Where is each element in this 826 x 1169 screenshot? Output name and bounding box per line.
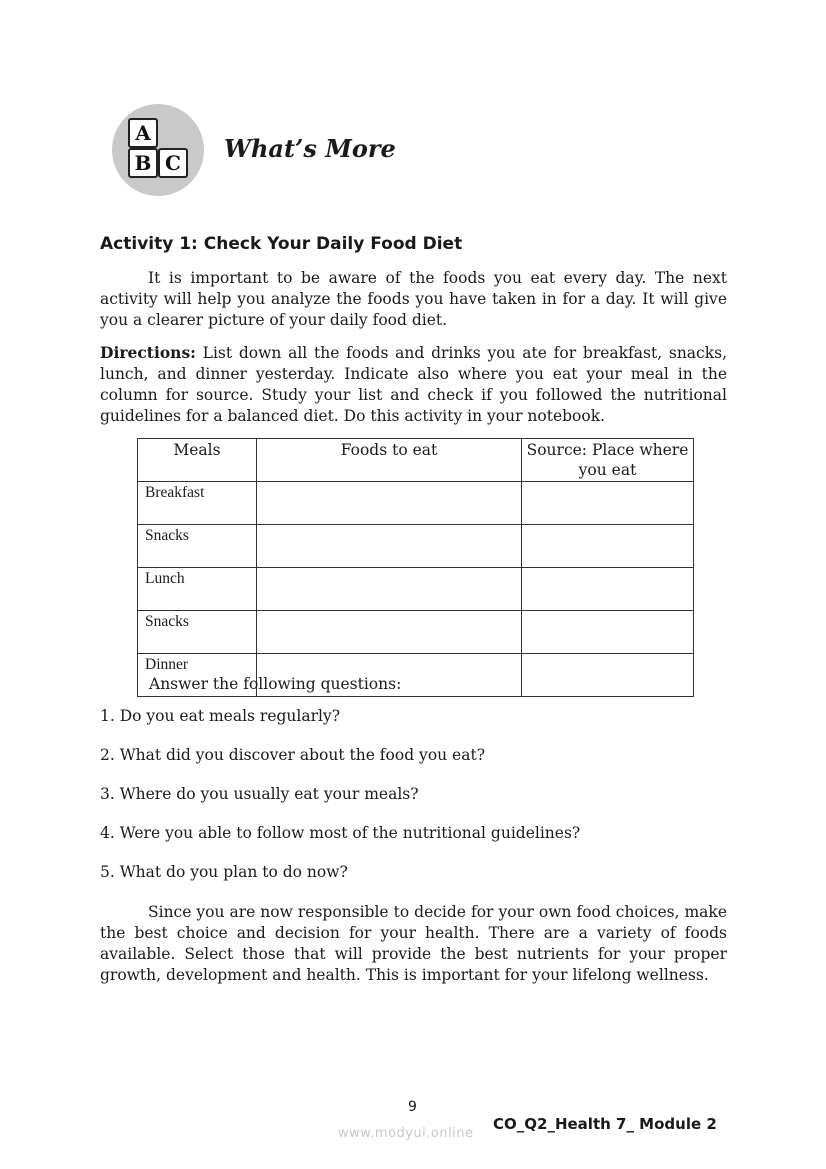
meal-cell: Breakfast [138, 482, 257, 525]
question-item: 1. Do you eat meals regularly? [100, 707, 341, 725]
food-diet-table [137, 438, 694, 697]
meal-cell: Snacks [138, 611, 257, 654]
block-b-icon: B [128, 148, 158, 178]
meal-cell: Snacks [138, 525, 257, 568]
foods-cell [257, 611, 522, 654]
block-a-icon: A [128, 118, 158, 148]
closing-paragraph: Since you are now responsible to decide for your own food choices, make the best choice and decision for your health. There are a variety of foods available. Select those that will provide the best nutrients for your proper growth, development and health. This is important for your lifelong wellness. [100, 903, 727, 984]
section-title: What’s More [224, 134, 396, 163]
table-header-row [138, 439, 694, 482]
header-source: Source: Place where you eat [522, 439, 694, 482]
source-cell [522, 568, 694, 611]
directions-text: List down all the foods and drinks you ate for breakfast, snacks, lunch, and dinner yesterday. Indicate also where you eat your meal in the column for source. Study your list and check if you followed the nutritional guidelines for a balanced diet. Do this activity in your notebook. [100, 344, 728, 425]
table-row [138, 482, 694, 525]
intro-paragraph: It is important to be aware of the foods you eat every day. The next activity will help you analyze the foods you have taken in for a day. It will give you a clearer picture of your daily food diet. [100, 269, 727, 329]
header-meals: Meals [138, 439, 257, 482]
directions-paragraph [100, 342, 727, 427]
question-item: 4. Were you able to follow most of the nutritional guidelines? [100, 824, 581, 842]
watermark: www.modyul.online [338, 1126, 474, 1141]
block-c-icon: C [158, 148, 188, 178]
header-foods: Foods to eat [257, 439, 522, 482]
table-row [138, 525, 694, 568]
directions-label: Directions: [100, 343, 196, 362]
foods-cell [257, 568, 522, 611]
source-cell [522, 654, 694, 697]
source-cell [522, 525, 694, 568]
question-item: 3. Where do you usually eat your meals? [100, 785, 419, 803]
meal-cell: Dinner [138, 654, 257, 697]
table-row [138, 611, 694, 654]
source-cell [522, 482, 694, 525]
module-code: CO_Q2_Health 7_ Module 2 [493, 1115, 717, 1133]
question-item: 2. What did you discover about the food you eat? [100, 746, 486, 764]
foods-cell [257, 482, 522, 525]
table-row [138, 568, 694, 611]
question-item: 5. What do you plan to do now? [100, 863, 348, 881]
questions-intro: Answer the following questions: [149, 675, 402, 693]
activity-title: Activity 1: Check Your Daily Food Diet [100, 234, 463, 254]
page-number: 9 [408, 1099, 417, 1115]
source-cell [522, 611, 694, 654]
foods-cell [257, 525, 522, 568]
meal-cell: Lunch [138, 568, 257, 611]
